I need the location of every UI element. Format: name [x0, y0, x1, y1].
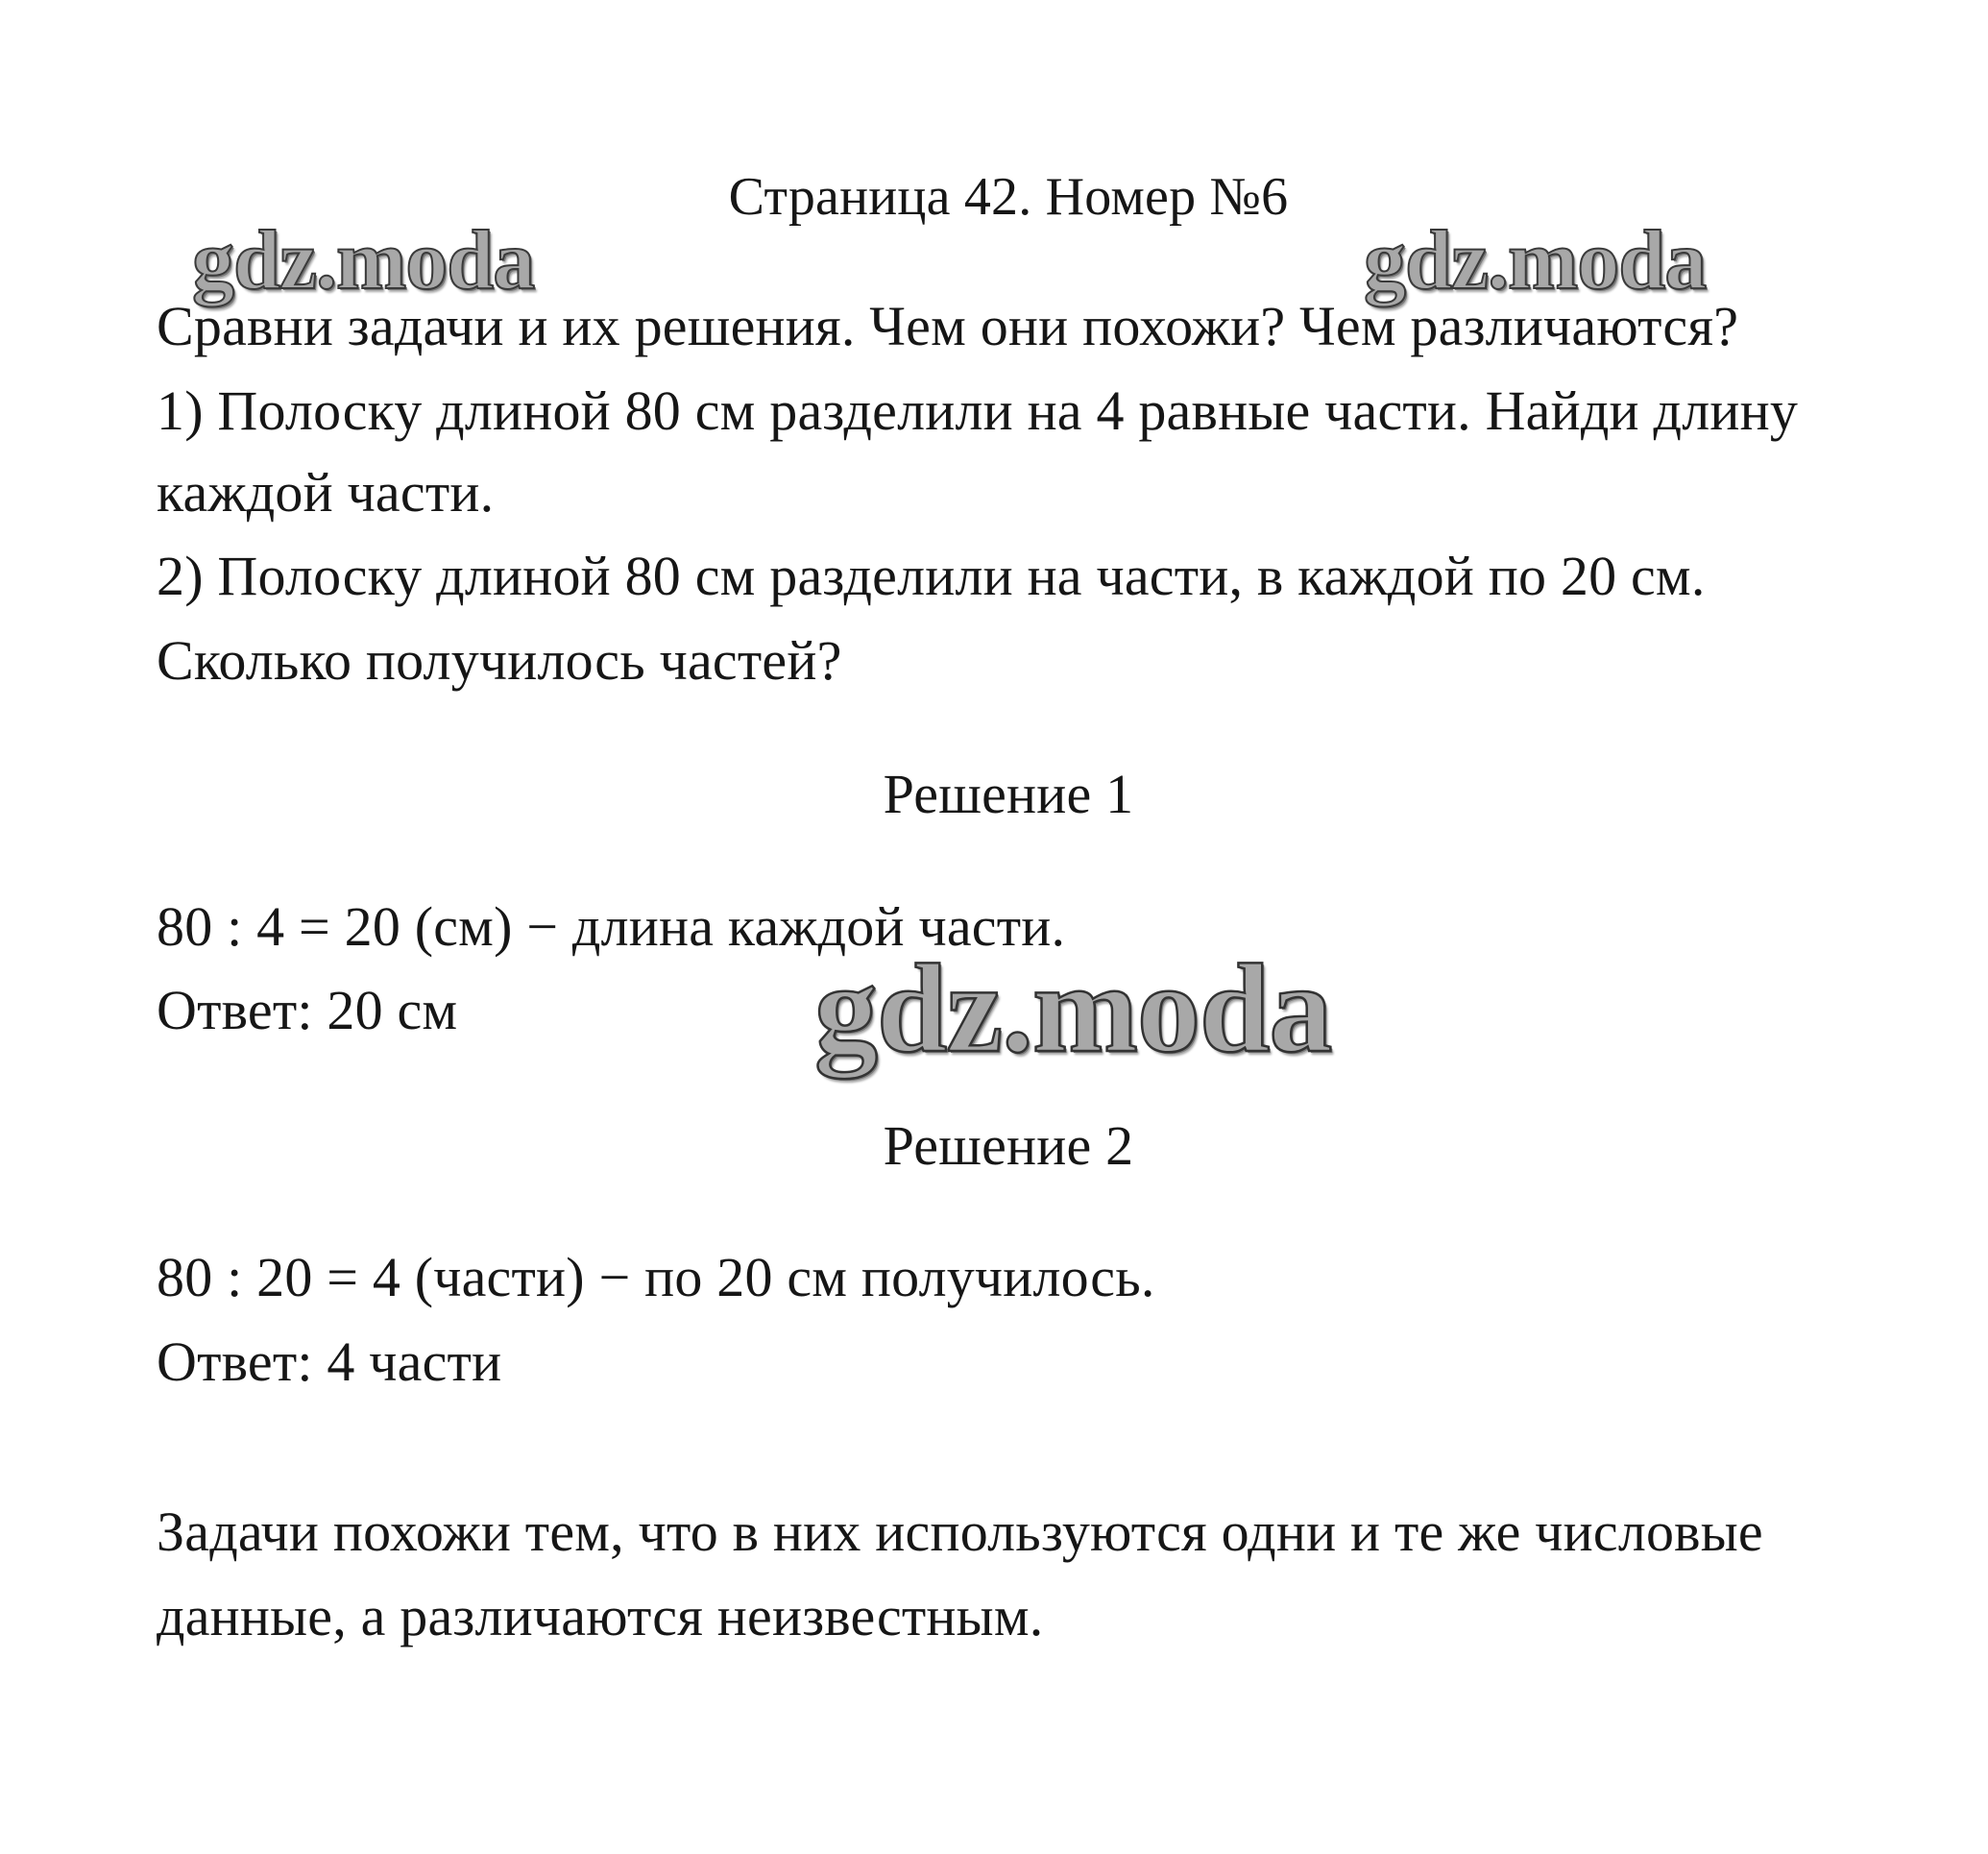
conclusion-line-1: Задачи похожи тем, что в них используются одни и те же числовые	[157, 1500, 1763, 1563]
problem-1-line-1: 1) Полоску длиной 80 см разделили на 4 равные части. Найди длину	[157, 379, 1799, 442]
problem-2-line-1: 2) Полоску длиной 80 см разделили на части, в каждой по 20 см.	[157, 545, 1706, 607]
conclusion-line-2: данные, а различаются неизвестным.	[157, 1585, 1044, 1647]
task-question: Сравни задачи и их решения. Чем они похожи? Чем различаются?	[157, 295, 1739, 357]
watermark-top-right: gdz.moda	[1364, 214, 1707, 307]
solution-2-heading: Решение 2	[883, 1114, 1134, 1177]
solution-2-answer: Ответ: 4 части	[157, 1330, 502, 1393]
page-title: Страница 42. Номер №6	[728, 167, 1289, 227]
problem-1-line-2: каждой части.	[157, 461, 495, 524]
solution-1-formula: 80 : 4 = 20 (см) − длина каждой части.	[157, 895, 1066, 958]
solution-1-answer: Ответ: 20 см	[157, 979, 458, 1041]
problem-2-line-2: Сколько получилось частей?	[157, 629, 842, 692]
watermark-top-left: gdz.moda	[192, 214, 535, 307]
solution-1-heading: Решение 1	[883, 763, 1134, 825]
solution-2-formula: 80 : 20 = 4 (части) − по 20 см получилось.	[157, 1246, 1155, 1308]
watermark-center: gdz.moda	[814, 938, 1332, 1079]
